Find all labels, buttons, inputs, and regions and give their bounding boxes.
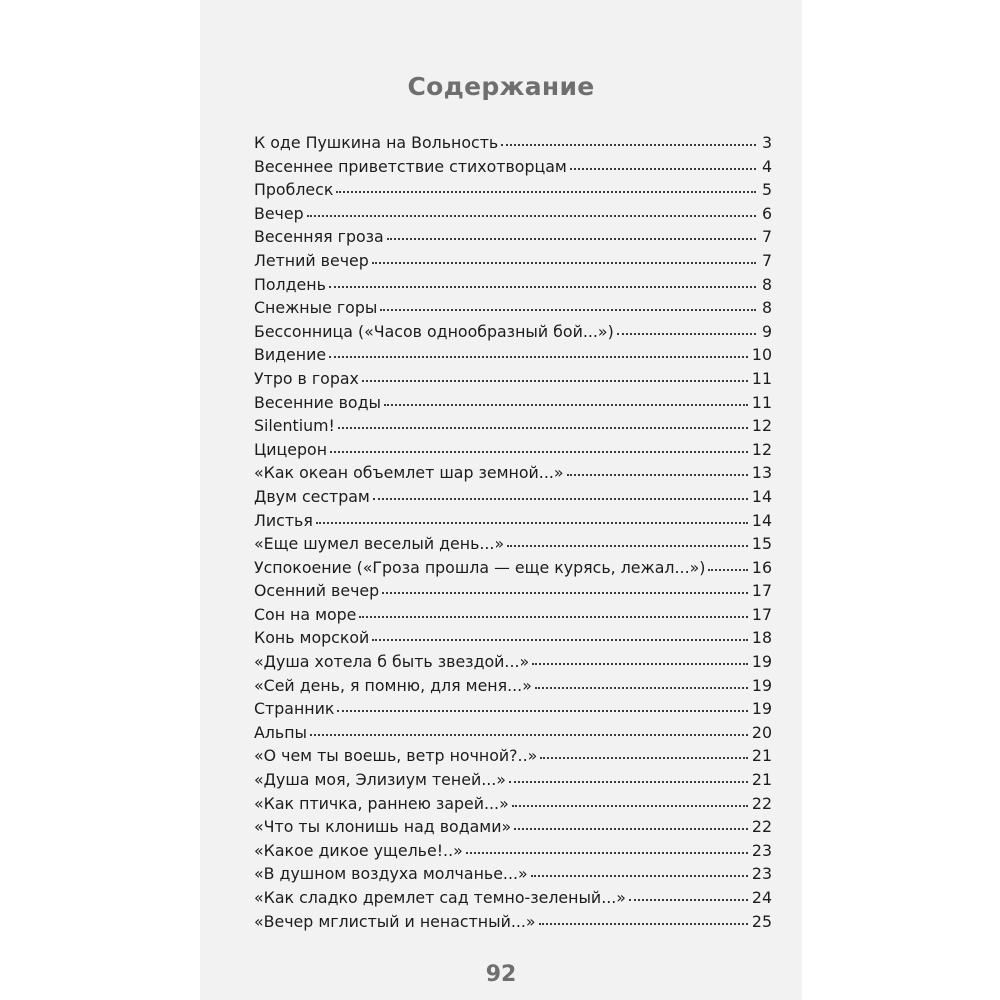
- dot-leader: [329, 283, 756, 288]
- toc-entry-page: 22: [751, 817, 772, 837]
- dot-leader: [372, 636, 748, 641]
- toc-entry-page: 14: [751, 510, 772, 530]
- toc-entry-page: 12: [751, 439, 772, 459]
- toc-entry-page: 11: [751, 368, 772, 388]
- toc-entry: [254, 676, 772, 700]
- toc-entry: [254, 463, 772, 487]
- dot-leader: [307, 212, 756, 217]
- page-title: Содержание: [407, 72, 595, 101]
- dot-leader: [380, 306, 756, 311]
- toc-entry: [254, 794, 772, 818]
- toc-entry-title: «В душном воздуха молчанье...»: [254, 864, 528, 884]
- toc-entry-page: 16: [751, 557, 772, 577]
- toc-entry-title: «Вечер мглистый и ненастный...»: [254, 911, 536, 931]
- toc-entry-title: Весенняя гроза: [254, 227, 384, 247]
- toc-entry: [254, 888, 772, 912]
- toc-entry: [254, 487, 772, 511]
- toc-entry-page: 4: [761, 156, 772, 176]
- toc-entry-title: Конь морской: [254, 628, 370, 648]
- toc-entry-title: Весеннее приветствие стихотворцам: [254, 156, 567, 176]
- toc-entry-page: 8: [761, 298, 772, 318]
- toc-entry: [254, 558, 772, 582]
- toc-entry-page: 7: [761, 227, 772, 247]
- toc-entry: [254, 227, 772, 251]
- toc-entry: [254, 369, 772, 393]
- toc-entry-title: Листья: [254, 510, 313, 530]
- dot-leader: [509, 778, 748, 783]
- dot-leader: [362, 377, 748, 382]
- toc-entry: [254, 393, 772, 417]
- toc-entry-page: 22: [751, 793, 772, 813]
- dot-leader: [387, 235, 756, 240]
- toc-entry: [254, 628, 772, 652]
- toc-entry-title: Летний вечер: [254, 250, 369, 270]
- toc-entry-page: 19: [751, 652, 772, 672]
- toc-entry: [254, 770, 772, 794]
- toc-entry-page: 6: [761, 203, 772, 223]
- toc-entry-title: «Душа хотела б быть звездой...»: [254, 652, 530, 672]
- toc-entry-page: 23: [751, 864, 772, 884]
- dot-leader: [708, 566, 747, 571]
- dot-leader: [466, 849, 748, 854]
- dot-leader: [338, 424, 748, 429]
- toc-entry-page: 21: [751, 770, 772, 790]
- dot-leader: [535, 684, 748, 689]
- dot-leader: [531, 872, 748, 877]
- dot-leader: [372, 259, 756, 264]
- toc-entry-title: Вечер: [254, 203, 304, 223]
- dot-leader: [310, 731, 748, 736]
- toc-entry: [254, 440, 772, 464]
- toc-entry-title: Весенние воды: [254, 392, 381, 412]
- dot-leader: [336, 188, 756, 193]
- dot-leader: [532, 660, 748, 665]
- toc-entry-title: К оде Пушкина на Вольность: [254, 133, 499, 152]
- toc-entry-page: 10: [751, 345, 772, 365]
- toc-entry: [254, 652, 772, 676]
- toc-entry-page: 11: [751, 392, 772, 412]
- toc-entry-title: Бессонница («Часов однообразный бой...»): [254, 321, 614, 341]
- toc-entry-page: 14: [751, 486, 772, 506]
- toc-entry: [254, 298, 772, 322]
- toc-entry-title: «Сей день, я помню, для меня...»: [254, 675, 532, 695]
- toc-entry-title: «Еще шумел веселый день...»: [254, 534, 505, 554]
- toc-entry: [254, 699, 772, 723]
- toc-entry-page: 20: [751, 722, 772, 742]
- dot-leader: [316, 519, 748, 524]
- toc-entry-title: Двум сестрам: [254, 486, 370, 506]
- toc-entry-title: Видение: [254, 345, 327, 365]
- toc-entry-page: 9: [761, 321, 772, 341]
- toc-entry-title: Проблеск: [254, 180, 334, 200]
- toc-entry: [254, 204, 772, 228]
- dot-leader: [337, 707, 747, 712]
- toc-entry: [254, 133, 772, 157]
- toc-entry-title: Утро в горах: [254, 368, 359, 388]
- dot-leader: [514, 825, 748, 830]
- toc-entry-page: 18: [751, 628, 772, 648]
- dot-leader: [617, 330, 756, 335]
- dot-leader: [570, 165, 756, 170]
- dot-leader: [373, 495, 748, 500]
- toc-entry: [254, 345, 772, 369]
- toc-entry-page: 21: [751, 746, 772, 766]
- toc-entry: [254, 864, 772, 888]
- toc-entry: [254, 817, 772, 841]
- toc-entry-page: 13: [751, 463, 772, 483]
- toc-entry: [254, 534, 772, 558]
- toc-entry: [254, 746, 772, 770]
- dot-leader: [382, 589, 748, 594]
- dot-leader: [507, 542, 748, 547]
- toc-entry-page: 15: [751, 534, 772, 554]
- toc-entry-title: «Душа моя, Элизиум теней...»: [254, 770, 506, 790]
- toc-entry-title: Осенний вечер: [254, 581, 380, 601]
- dot-leader: [501, 141, 756, 146]
- toc-entry-page: 5: [761, 180, 772, 200]
- toc-entry-page: 17: [751, 581, 772, 601]
- toc-entry: [254, 180, 772, 204]
- toc-entry-title: «Что ты клонишь над водами»: [254, 817, 512, 837]
- toc-entry: [254, 157, 772, 181]
- toc-entry: [254, 581, 772, 605]
- dot-leader: [540, 754, 748, 759]
- toc-entry: [254, 511, 772, 535]
- toc-entry-title: «Какое дикое ущелье!..»: [254, 840, 463, 860]
- toc-entry-title: Полдень: [254, 274, 326, 294]
- toc-entry-page: 25: [751, 911, 772, 931]
- toc-entry: [254, 841, 772, 865]
- dot-leader: [384, 401, 748, 406]
- toc-entry-title: Цицерон: [254, 439, 328, 459]
- dot-leader: [359, 613, 747, 618]
- dot-leader: [512, 802, 748, 807]
- table-of-contents: [254, 133, 772, 935]
- toc-entry: [254, 723, 772, 747]
- toc-entry-page: 7: [761, 250, 772, 270]
- toc-entry-page: 3: [761, 133, 772, 152]
- dot-leader: [629, 896, 748, 901]
- dot-leader: [539, 920, 748, 925]
- toc-entry-title: Успокоение («Гроза прошла — еще курясь, лежал...»): [254, 557, 706, 577]
- toc-entry-page: 17: [751, 604, 772, 624]
- toc-entry-page: 24: [751, 888, 772, 907]
- toc-entry-title: «Как птичка, раннею зарей...»: [254, 793, 509, 813]
- toc-entry-title: Сон на море: [254, 604, 357, 624]
- dot-leader: [567, 471, 748, 476]
- dot-leader: [330, 448, 748, 453]
- toc-entry-page: 19: [751, 699, 772, 719]
- toc-entry: [254, 416, 772, 440]
- toc-entry: [254, 322, 772, 346]
- toc-entry-page: 23: [751, 840, 772, 860]
- toc-entry: [254, 912, 772, 936]
- toc-entry-page: 12: [751, 416, 772, 436]
- toc-entry-title: Странник: [254, 699, 335, 719]
- toc-entry: [254, 251, 772, 275]
- toc-entry: [254, 605, 772, 629]
- page-number: 92: [485, 962, 517, 987]
- toc-entry: [254, 275, 772, 299]
- toc-entry-page: 19: [751, 675, 772, 695]
- toc-entry-title: «О чем ты воешь, ветр ночной?..»: [254, 746, 538, 766]
- dot-leader: [329, 353, 748, 358]
- toc-entry-title: Silentium!: [254, 416, 335, 436]
- toc-entry-title: Альпы: [254, 722, 308, 742]
- toc-entry-title: «Как сладко дремлет сад темно-зеленый...»: [254, 888, 626, 907]
- toc-entry-title: «Как океан объемлет шар земной...»: [254, 463, 564, 483]
- toc-entry-page: 8: [761, 274, 772, 294]
- toc-entry-title: Снежные горы: [254, 298, 378, 318]
